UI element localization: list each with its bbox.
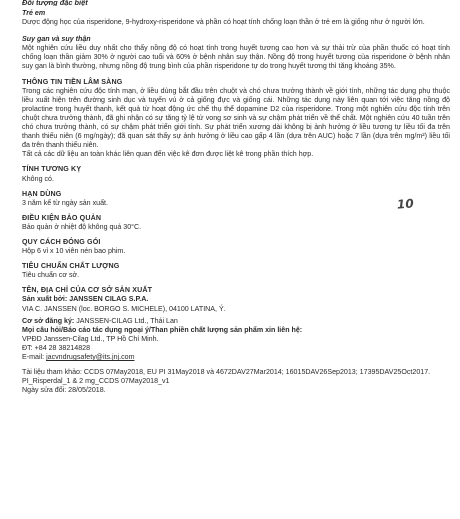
- revision-date: Ngày sửa đổi: 28/05/2018.: [22, 386, 106, 395]
- handwritten-page-number: 10: [396, 196, 415, 212]
- preclinical-heading: THÔNG TIN TIỀN LÂM SÀNG: [22, 77, 123, 86]
- preclinical-note: Tất cả các dữ liệu an toàn khác liên quan đến việc kê đơn được liệt kê trong phần thích hợp.: [22, 150, 314, 159]
- registrant-value: JANSSEN-CILAG Ltd., Thái Lan: [76, 316, 178, 325]
- contact-heading: Mọi câu hỏi/Báo cáo tác dụng ngoại ý/Than phiền chất lượng sản phẩm xin liên hệ:: [22, 325, 303, 334]
- manufacturer-heading: TÊN, ĐỊA CHỈ CỦA CƠ SỞ SẢN XUẤT: [22, 286, 153, 295]
- registrant-label: Cơ sở đăng ký:: [22, 316, 75, 325]
- office-text: VPĐD Janssen-Cilag Ltd., TP Hồ Chí Minh.: [22, 334, 159, 343]
- incompatibility-text: Không có.: [22, 174, 54, 183]
- kidney-liver-text: Một nghiên cứu liều duy nhất cho thấy nồng độ có hoạt tính trong huyết tương cao hơn và sự thải trừ của phần thuốc có hoạt tính chống loạn thần giảm 30% ở người cao tuổi và 60% ở bệnh nhân suy thận. Nồng độ trong huyết tương của risperidone ở bệnh nhân suy gan là bình thường, nhưng nồng độ trung bình của phần risperidone tự do trong huyết tương thì tăng khoảng 35%.: [22, 44, 450, 71]
- kidney-liver-heading: Suy gan và suy thận: [22, 35, 91, 44]
- producer-address: VIA C. JANSSEN (loc. BORGO S. MICHELE), 04100 LATINA, Ý.: [22, 304, 226, 313]
- packaging-heading: QUY CÁCH ĐÓNG GÓI: [22, 237, 101, 246]
- email-line: [22, 353, 450, 362]
- registrant-line: [22, 317, 450, 326]
- quality-heading: TIÊU CHUẨN CHẤT LƯỢNG: [22, 262, 120, 271]
- packaging-text: Hộp 6 vỉ x 10 viên nén bao phim.: [22, 247, 126, 256]
- shelf-life-text: 3 năm kể từ ngày sản xuất.: [22, 198, 108, 207]
- producer-label: Sản xuất bởi: JANSSEN CILAG S.P.A.: [22, 295, 149, 304]
- preclinical-text: Trong các nghiên cứu độc tính mạn, ở liều dùng bắt đầu trên chuột và chó chưa trưởng thành về giới tính, những tác dụng phụ thuộc liều xuất hiện trên đường sinh dục và tuyến vú ở cả giống đực và giống cái. Những tác dụng này liên quan tới việc tăng nồng độ prolactine trong huyết thanh, kết quả từ hoạt động ức chế thụ thể dopamine D2 của risperidone. Trong một nghiên cứu độc tính trên chuột chưa trưởng thành, đã ghi nhận có sự tăng tỷ lệ tử vong sơ sinh và sự chậm phát triển về thể chất. Một nghiên cứu 40 tuần trên chó chưa trưởng thành, có sự chậm phát triển giới tính. Sự phát triển xương dài không bị ảnh hưởng ở liều tương tự liều tối đa trên thanh thiếu niên (6 mg/ngày); đã quan sát thấy sự ảnh hưởng ở liều cao gấp 4 lần (dựa trên AUC) hoặc 7 lần (dựa trên mg/m²) liều tối đa trên thanh thiếu niên.: [22, 86, 450, 150]
- incompatibility-heading: TÍNH TƯƠNG KỴ: [22, 165, 82, 174]
- email-label: E-mail:: [22, 353, 45, 361]
- special-populations-heading: Đối tượng đặc biệt: [22, 0, 88, 6]
- document-page: [22, 0, 450, 395]
- children-text: Dược động học của risperidone, 9-hydroxy-risperidone và phần có hoạt tính chống loạn thần ở trẻ em là giống như ở người lớn.: [22, 18, 425, 27]
- phone-text: ĐT: +84 28 38214828: [22, 343, 91, 352]
- document-code: PI_Risperdal_1 & 2 mg_CCDS 07May2018_v1: [22, 377, 170, 386]
- storage-heading: ĐIỀU KIỆN BẢO QUẢN: [22, 213, 102, 222]
- quality-text: Tiêu chuẩn cơ sở.: [22, 271, 80, 280]
- email-link[interactable]: jacvndrugsafety@its.jnj.com: [46, 353, 135, 361]
- references-text: Tài liệu tham khảo: CCDS 07May2018, EU PI 31May2018 và 4672DAV27Mar2014; 16015DAV26Sep2013; 17395DAV25Oct2017.: [22, 368, 431, 377]
- shelf-life-heading: HẠN DÙNG: [22, 189, 62, 198]
- storage-text: Bảo quản ở nhiệt độ không quá 30°C.: [22, 222, 142, 231]
- children-heading: Trẻ em: [22, 9, 46, 17]
